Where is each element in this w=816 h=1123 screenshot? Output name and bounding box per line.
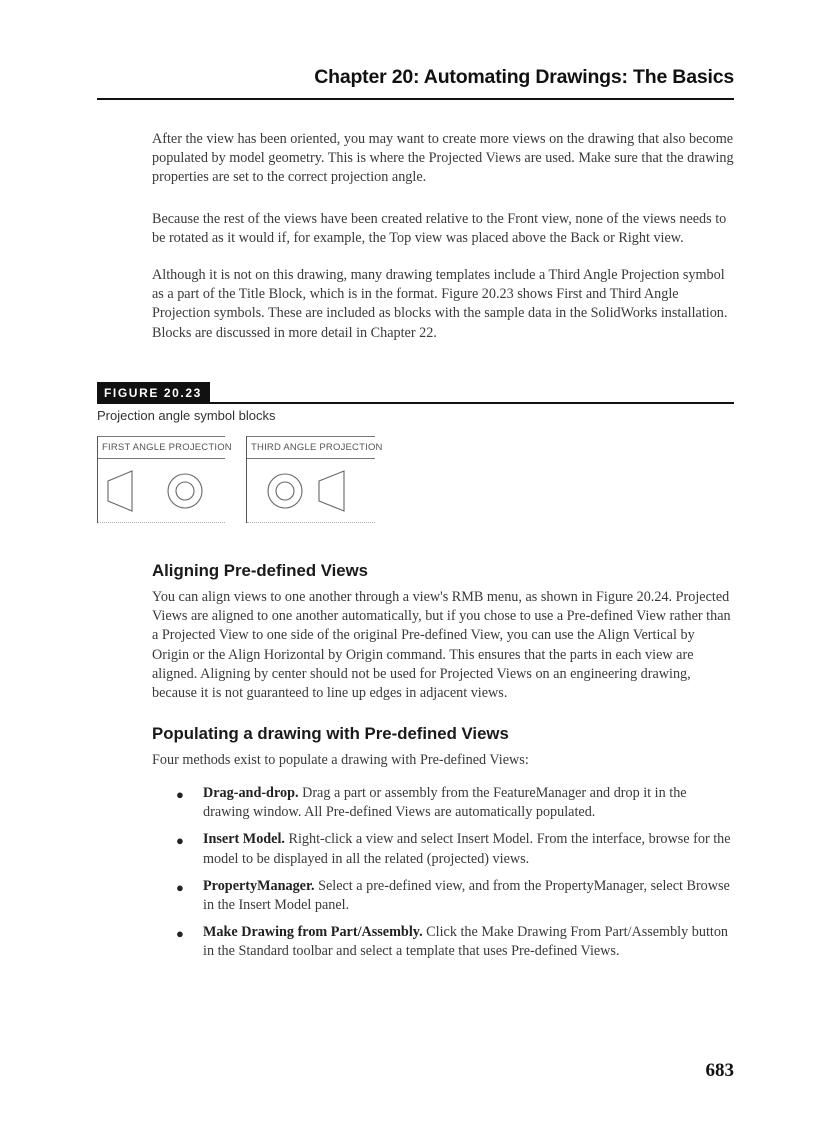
figure-rule bbox=[97, 402, 734, 404]
list-item-text: Click the Make Drawing From Part/Assembly button in the Standard toolbar and select a template that uses Pre-defined Views. bbox=[203, 924, 729, 960]
list-item-term: Drag-and-drop. bbox=[203, 785, 299, 801]
paragraph-front-view: Because the rest of the views have been created relative to the Front view, none of the views needs to be rotated as it would if, for example, the Top view was placed above the Back or Right view. bbox=[152, 211, 727, 247]
third-angle-projection-title: THIRD ANGLE PROJECTION bbox=[251, 442, 383, 453]
bullet-icon: ● bbox=[176, 926, 184, 942]
list-item-term: Insert Model. bbox=[203, 831, 285, 848]
first-angle-projection-block bbox=[97, 436, 232, 523]
heading-aligning-predefined-views: Aligning Pre-defined Views bbox=[152, 561, 369, 580]
third-angle-symbol-icon bbox=[247, 459, 375, 523]
paragraph-projection-symbol: Although it is not on this drawing, many drawing templates include a Third Angle Projection symbol as a part of the Title Block, which is in the format. Figure 20.23 shows First and Third Angle Projection symbols. These are included as blocks with the sample data in the SolidWorks installation. Blocks are discussed in more detail in Chapter 22. bbox=[152, 267, 728, 341]
list-item bbox=[176, 877, 734, 915]
bullet-icon: ● bbox=[176, 833, 184, 849]
figure-label: FIGURE 20.23 bbox=[97, 382, 210, 403]
paragraph-projected-views: After the view has been oriented, you may want to create more views on the drawing that also become populated by model geometry. This is where the Projected Views are used. Make sure that the drawing properties are set to the correct projection angle. bbox=[152, 131, 734, 186]
figure-caption: Projection angle symbol blocks bbox=[97, 408, 276, 423]
list-item bbox=[176, 784, 734, 822]
list-item bbox=[176, 830, 734, 868]
list-item bbox=[176, 923, 734, 961]
header-rule bbox=[97, 98, 734, 100]
heading-populating-drawing: Populating a drawing with Pre-defined Views bbox=[152, 724, 509, 743]
paragraph-aligning: You can align views to one another through a view's RMB menu, as shown in Figure 20.24. Projected Views are aligned to one another automatically, but if you chose to use a Pre-defined View rather than a Projected View to one side of the original Pre-defined View, you can use the Align Vertical by Origin or the Align Horizontal by Origin command. This ensures that the parts in each view are aligned. Aligning by center should not be used for Projected Views on an engineering drawing, because it is not guaranteed to line up edges in adjacent views. bbox=[152, 589, 731, 702]
list-item-text: Right-click a view and select Insert Model. From the interface, browse for the model to be displayed in all the related (projected) views. bbox=[203, 831, 731, 867]
methods-list bbox=[176, 784, 734, 970]
chapter-header: Chapter 20: Automating Drawings: The Basics bbox=[314, 66, 734, 88]
bullet-icon: ● bbox=[176, 879, 184, 895]
first-angle-projection-title: FIRST ANGLE PROJECTION bbox=[102, 442, 232, 453]
first-angle-symbol-icon bbox=[98, 459, 225, 523]
bullet-icon: ● bbox=[176, 787, 184, 802]
list-item-text: Select a pre-defined view, and from the PropertyManager, select Browse in the Insert Model panel. bbox=[203, 877, 730, 914]
page-number: 683 bbox=[705, 1060, 734, 1081]
list-item-text: Drag a part or assembly from the FeatureManager and drop it in the drawing window. All Pre-defined Views are automatically populated. bbox=[203, 785, 687, 821]
paragraph-populating-intro: Four methods exist to populate a drawing with Pre-defined Views: bbox=[152, 752, 529, 768]
third-angle-projection-block bbox=[246, 436, 383, 523]
list-item-term: PropertyManager. bbox=[203, 877, 315, 894]
list-item-term: Make Drawing from Part/Assembly. bbox=[203, 924, 423, 941]
